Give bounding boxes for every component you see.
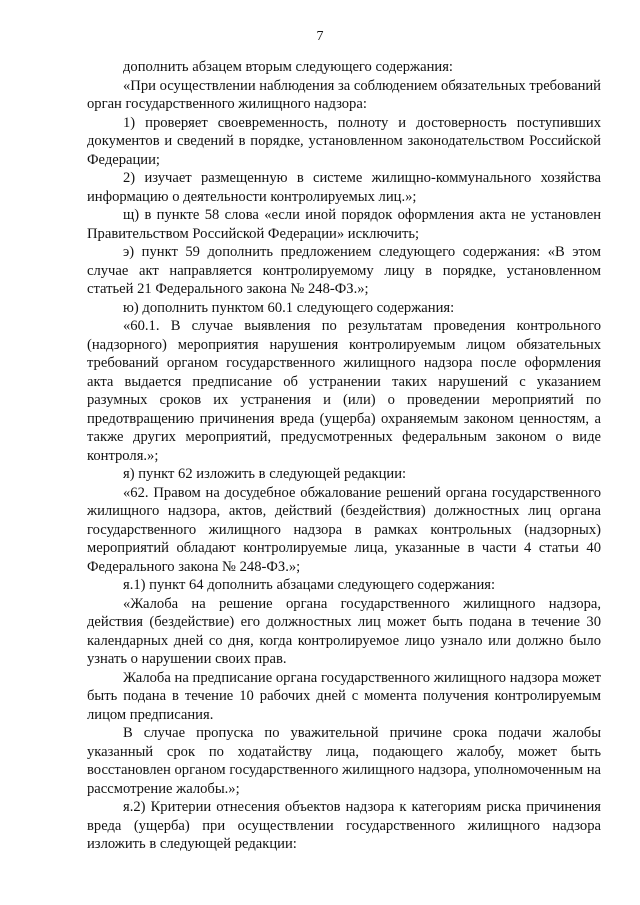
paragraph: «60.1. В случае выявления по результатам проведения контрольного (надзорного) мероприятия нарушения контролируемым лицом обязательных требований органом государственного жилищного надзора после оформления акта выдается предписание об устранении таких нарушений с указанием разумных сроков их устранения и (или) о проведении мероприятий по предотвращению причинения вреда (ущерба) охраняемым законом ценностям, а также других мероприятий, предусмотренных федеральным законом о виде контроля.»;: [87, 318, 601, 464]
paragraph: я.2) Критерии отнесения объектов надзора к категориям риска причинения вреда (ущерба) при осуществлении государственного жилищного надзора изложить в следующей редакции:: [87, 799, 601, 852]
paragraph: «62. Правом на досудебное обжалование решений органа государственного жилищного надзора, актов, действий (бездействия) должностных лиц органа государственного жилищного надзора в рамках контрольных (надзорных) мероприятий обладают контролируемые лица, указанные в части 4 статьи 40 Федерального закона № 248-ФЗ.»;: [87, 484, 601, 575]
paragraph: «При осуществлении наблюдения за соблюдением обязательных требований орган государственного жилищного надзора:: [87, 77, 601, 112]
paragraph: я) пункт 62 изложить в следующей редакции:: [123, 466, 407, 482]
paragraph: «Жалоба на решение органа государственного жилищного надзора, действия (бездействие) его должностных лиц может быть подана в течение 30 календарных дней со дня, когда контролируемое лицо узнало или должно было узнать о нарушении своих прав.: [87, 595, 601, 667]
paragraph: 1) проверяет своевременность, полноту и достоверность поступивших документов и сведений в порядке, установленном законодательством Российской Федерации;: [87, 114, 601, 168]
paragraph: э) пункт 59 дополнить предложением следующего содержания: «В этом случае акт направляется контролируемому лицу в порядке, установленном статьей 21 Федерального закона № 248-ФЗ.»;: [87, 244, 601, 297]
page-number: 7: [316, 29, 324, 44]
paragraph: щ) в пункте 58 слова «если иной порядок оформления акта не установлен Правительством Российской Федерации» исключить;: [87, 207, 601, 242]
paragraph: Жалоба на предписание органа государственного жилищного надзора может быть подана в течение 10 рабочих дней с момента получения контролируемым лицом предписания.: [87, 669, 601, 723]
paragraph: 2) изучает размещенную в системе жилищно-коммунального хозяйства информацию о деятельности контролируемых лиц.»;: [87, 170, 601, 205]
paragraph: дополнить абзацем вторым следующего содержания:: [123, 59, 453, 75]
document-body: [87, 58, 601, 854]
paragraph: В случае пропуска по уважительной причине срока подачи жалобы указанный срок по ходатайству лица, подающего жалобу, может быть восстановлен органом государственного жилищного надзора, уполномоченным на рассмотрение жалобы.»;: [87, 725, 601, 797]
paragraph: я.1) пункт 64 дополнить абзацами следующего содержания:: [123, 577, 496, 593]
paragraph: ю) дополнить пунктом 60.1 следующего содержания:: [123, 299, 455, 316]
